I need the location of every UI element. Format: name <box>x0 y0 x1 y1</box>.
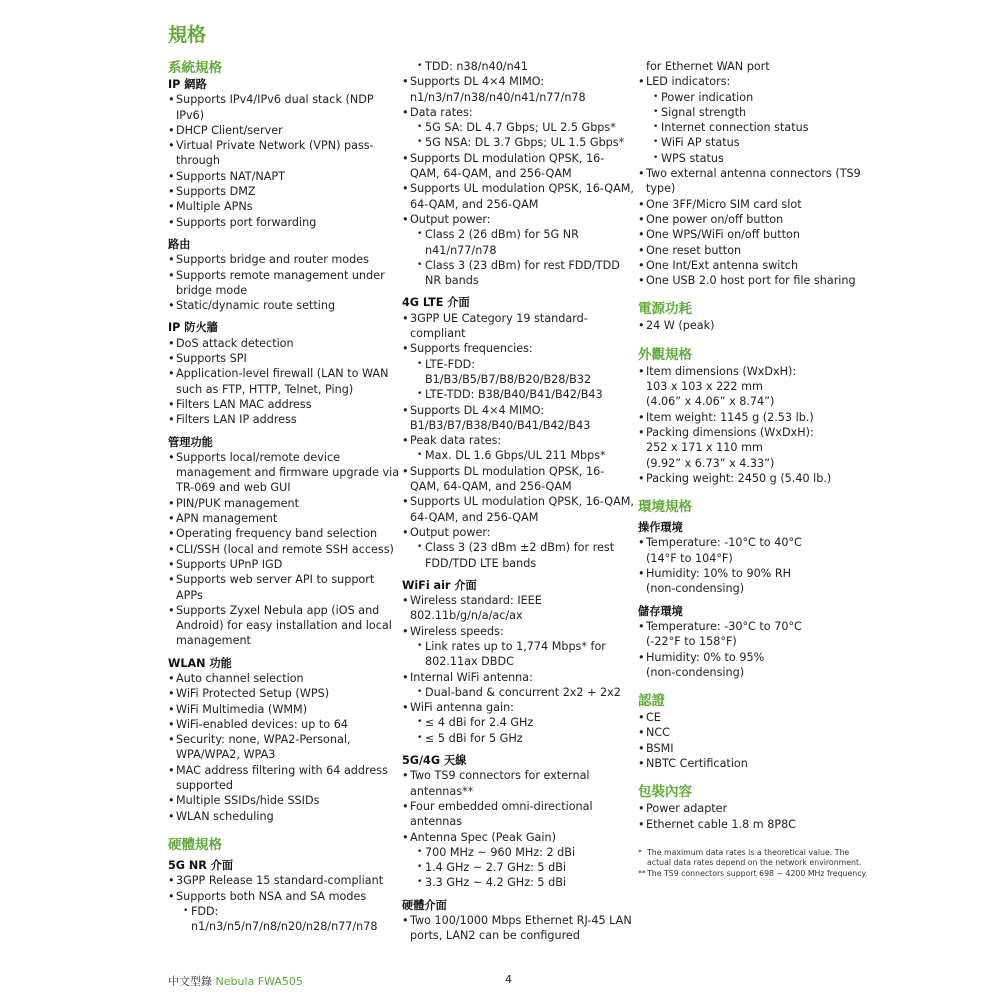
spec-item: • Virtual Private Network (VPN) pass-through <box>168 138 400 169</box>
spec-subitem: • Class 2 (26 dBm) for 5G NR n41/n77/n78 <box>402 227 634 258</box>
spec-item: • Multiple APNs <box>168 199 400 214</box>
spec-item: • WiFi Multimedia (WMM) <box>168 702 400 717</box>
footnote <box>638 848 870 869</box>
spec-list <box>638 318 870 333</box>
spec-item: • 24 W (peak) <box>638 318 870 333</box>
section-title: 電源功耗 <box>638 301 692 318</box>
spec-subitem: • LTE-FDD: B1/B3/B5/B7/B8/B20/B28/B32 <box>402 357 634 388</box>
spec-item: 103 x 103 x 222 mm <box>646 380 763 394</box>
spec-subitem: • Class 3 (23 dBm) for rest FDD/TDD NR bands <box>402 258 634 289</box>
footnote-mark: ** <box>638 868 646 878</box>
spec-item: • APN management <box>168 511 400 526</box>
spec-item: • One WPS/WiFi on/off button <box>638 227 870 242</box>
subsection-title: 儲存環境 <box>638 604 683 618</box>
spec-item: • Supports local/remote device management and firmware upgrade via TR-069 and web GUI <box>168 450 400 496</box>
page-number: 4 <box>505 973 512 986</box>
spec-item: 252 x 171 x 110 mm <box>646 441 763 455</box>
spec-subitem: • Power indication <box>638 90 870 105</box>
spec-list <box>638 364 870 486</box>
spec-item: • BSMI <box>638 741 870 756</box>
spec-item: • Supports SPI <box>168 351 400 366</box>
section-title: 認證 <box>638 693 665 710</box>
subsection-title: IP 網路 <box>168 78 207 91</box>
spec-list <box>402 59 634 288</box>
spec-list <box>168 92 400 230</box>
subsection-title: 5G/4G 天線 <box>402 754 467 768</box>
spec-item: • One USB 2.0 host port for file sharing <box>638 273 870 288</box>
spec-subitem: • Class 3 (23 dBm ±2 dBm) for rest FDD/TDD LTE bands <box>402 540 634 571</box>
spec-item: • Ethernet cable 1.8 m 8P8C <box>638 817 870 832</box>
spec-subitem: • Signal strength <box>638 105 870 120</box>
spec-item: • Operating frequency band selection <box>168 526 400 541</box>
spec-item: • Application-level firewall (LAN to WAN such as FTP, HTTP, Telnet, Ping) <box>168 366 400 397</box>
spec-item: • 3GPP Release 15 standard-compliant <box>168 873 400 888</box>
spec-list <box>168 252 400 313</box>
spec-subitem: • Internet connection status <box>638 120 870 135</box>
spec-item: (14°F to 104°F) <box>646 551 733 565</box>
spec-item: • Supports UL modulation QPSK, 16-QAM, 64-QAM, and 256-QAM <box>402 494 634 525</box>
spec-list <box>168 671 400 824</box>
spec-subitem: • FDD: n1/n3/n5/n7/n8/n20/n28/n77/n78 <box>168 904 400 935</box>
spec-item: • Auto channel selection <box>168 671 400 686</box>
subsection-title: 管理功能 <box>168 435 213 449</box>
spec-column-2 <box>402 59 634 944</box>
spec-item: • One power on/off button <box>638 212 870 227</box>
spec-column-3 <box>638 59 870 879</box>
spec-subitem: • WiFi AP status <box>638 135 870 150</box>
spec-list <box>168 873 400 934</box>
spec-list <box>638 619 870 680</box>
spec-item: • Supports web server API to support APPs <box>168 572 400 603</box>
spec-item: (non-condensing) <box>646 582 745 596</box>
spec-item: • Two 100/1000 Mbps Ethernet RJ-45 LAN ports, LAN2 can be configured <box>402 913 634 944</box>
spec-item: • WiFi-enabled devices: up to 64 <box>168 717 400 732</box>
spec-item: • Output power: <box>402 525 634 540</box>
spec-subitem: • TDD: n38/n40/n41 <box>402 59 634 74</box>
spec-item: • DHCP Client/server <box>168 123 400 138</box>
spec-item: • Supports port forwarding <box>168 215 400 230</box>
spec-item: (4.06” x 4.06” x 8.74”) <box>646 395 775 409</box>
spec-list <box>638 535 870 596</box>
spec-item: • Packing dimensions (WxDxH): <box>638 425 870 440</box>
spec-item: (non-condensing) <box>646 665 745 679</box>
spec-list <box>402 768 634 890</box>
spec-subitem: • 1.4 GHz ~ 2.7 GHz: 5 dBi <box>402 860 634 875</box>
section-title: 外觀規格 <box>638 346 692 363</box>
subsection-title: WiFi air 介面 <box>402 578 477 592</box>
spec-item: • Supports UPnP IGD <box>168 557 400 572</box>
subsection-title: 操作環境 <box>638 521 683 535</box>
spec-subitem: • 5G SA: DL 4.7 Gbps; UL 2.5 Gbps* <box>402 120 634 135</box>
spec-item: • Supports UL modulation QPSK, 16-QAM, 64-QAM, and 256-QAM <box>402 181 634 212</box>
section-title: 環境規格 <box>638 499 692 516</box>
spec-list <box>402 311 634 571</box>
spec-list <box>638 710 870 771</box>
spec-item: • Four embedded omni-directional antennas <box>402 799 634 830</box>
spec-item: • Item dimensions (WxDxH): <box>638 364 870 379</box>
spec-item: • LED indicators: <box>638 74 870 89</box>
spec-item: • Item weight: 1145 g (2.53 lb.) <box>638 410 870 425</box>
spec-item: • One reset button <box>638 243 870 258</box>
spec-item: • Filters LAN IP address <box>168 412 400 427</box>
spec-item: • WiFi antenna gain: <box>402 700 634 715</box>
footer-model: Nebula FWA505 <box>215 975 303 988</box>
spec-item: • Internal WiFi antenna: <box>402 670 634 685</box>
spec-subitem: • Max. DL 1.6 Gbps/UL 211 Mbps* <box>402 448 634 463</box>
spec-subitem: • ≤ 5 dBi for 5 GHz <box>402 731 634 746</box>
spec-item: • Packing weight: 2450 g (5.40 lb.) <box>638 471 870 486</box>
footnote-text: The maximum data rates is a theoretical value. The actual data rates depend on the network environment. <box>647 847 862 868</box>
spec-list <box>168 450 400 649</box>
spec-item: • Supports frequencies: <box>402 341 634 356</box>
section-title: 包裝內容 <box>638 784 692 801</box>
spec-item: • One Int/Ext antenna switch <box>638 258 870 273</box>
spec-column-3-body <box>638 59 870 832</box>
spec-list <box>638 59 870 288</box>
spec-subitem: • 5G NSA: DL 3.7 Gbps; UL 1.5 Gbps* <box>402 135 634 150</box>
spec-list <box>168 336 400 428</box>
spec-item: • Wireless standard: IEEE 802.11b/g/n/a/ac/ax <box>402 593 634 624</box>
spec-item: • Humidity: 0% to 95% <box>638 650 870 665</box>
spec-item: • MAC address filtering with 64 address supported <box>168 763 400 794</box>
spec-item: • Power adapter <box>638 801 870 816</box>
spec-item: • Peak data rates: <box>402 433 634 448</box>
catalog-label: 中文型錄 <box>168 975 212 988</box>
spec-subitem: • WPS status <box>638 151 870 166</box>
spec-item: • Data rates: <box>402 105 634 120</box>
spec-item: • Two external antenna connectors (TS9 type) <box>638 166 870 197</box>
spec-list <box>638 801 870 832</box>
spec-item: • Supports DMZ <box>168 184 400 199</box>
spec-column-1 <box>168 59 400 934</box>
spec-item: (-22°F to 158°F) <box>646 635 737 649</box>
footnotes <box>638 848 870 880</box>
spec-subitem: • 700 MHz ~ 960 MHz: 2 dBi <box>402 845 634 860</box>
spec-item: • Temperature: -30°C to 70°C <box>638 619 870 634</box>
spec-item: • Supports both NSA and SA modes <box>168 889 400 904</box>
spec-item: • Supports remote management under bridge mode <box>168 268 400 299</box>
subsection-title: IP 防火牆 <box>168 321 218 335</box>
subsection-title: 5G NR 介面 <box>168 858 234 872</box>
spec-item: • Supports Zyxel Nebula app (iOS and Android) for easy installation and local management <box>168 603 400 649</box>
spec-subitem: • Link rates up to 1,774 Mbps* for 802.11ax DBDC <box>402 639 634 670</box>
footnote-mark: * <box>638 847 642 857</box>
section-title: 系統規格 <box>168 60 222 76</box>
page-title: 規格 <box>168 24 207 46</box>
spec-subitem: • Dual-band & concurrent 2x2 + 2x2 <box>402 685 634 700</box>
footnote <box>638 869 870 880</box>
spec-item: • Supports IPv4/IPv6 dual stack (NDP IPv6) <box>168 92 400 123</box>
spec-item: • Filters LAN MAC address <box>168 397 400 412</box>
subsection-title: 路由 <box>168 237 191 251</box>
spec-item: • NCC <box>638 725 870 740</box>
spec-subitem: • 3.3 GHz ~ 4.2 GHz: 5 dBi <box>402 875 634 890</box>
spec-subitem: • LTE-TDD: B38/B40/B41/B42/B43 <box>402 387 634 402</box>
spec-item: • CE <box>638 710 870 725</box>
spec-item: • Output power: <box>402 212 634 227</box>
spec-item: • Supports NAT/NAPT <box>168 169 400 184</box>
subsection-title: 4G LTE 介面 <box>402 296 470 310</box>
spec-item: • Humidity: 10% to 90% RH <box>638 566 870 581</box>
section-title: 硬體規格 <box>168 836 222 853</box>
spec-item: • Wireless speeds: <box>402 624 634 639</box>
spec-item: • Antenna Spec (Peak Gain) <box>402 830 634 845</box>
spec-item: • Multiple SSIDs/hide SSIDs <box>168 793 400 808</box>
subsection-title: WLAN 功能 <box>168 656 232 670</box>
spec-item: • Supports bridge and router modes <box>168 252 400 267</box>
spec-item: • CLI/SSH (local and remote SSH access) <box>168 542 400 557</box>
spec-item: • 3GPP UE Category 19 standard-compliant <box>402 311 634 342</box>
spec-item: • NBTC Certification <box>638 756 870 771</box>
spec-item: • One 3FF/Micro SIM card slot <box>638 197 870 212</box>
footer-label <box>168 973 303 989</box>
subsection-title: 硬體介面 <box>402 898 447 912</box>
spec-item: • Two TS9 connectors for external antennas** <box>402 768 634 799</box>
spec-subitem: • ≤ 4 dBi for 2.4 GHz <box>402 715 634 730</box>
spec-item: • Security: none, WPA2-Personal, WPA/WPA2, WPA3 <box>168 732 400 763</box>
spec-item: • PIN/PUK management <box>168 496 400 511</box>
spec-list <box>402 913 634 944</box>
footnote-text: The TS9 connectors support 698 ~ 4200 MHz frequency. <box>647 868 868 878</box>
spec-item: • Temperature: -10°C to 40°C <box>638 535 870 550</box>
spec-item: • Static/dynamic route setting <box>168 298 400 313</box>
spec-item: • WiFi Protected Setup (WPS) <box>168 686 400 701</box>
spec-item: • DoS attack detection <box>168 336 400 351</box>
spec-item: • Supports DL 4×4 MIMO: B1/B3/B7/B38/B40/B41/B42/B43 <box>402 403 634 434</box>
spec-item: • Supports DL 4×4 MIMO: n1/n3/n7/n38/n40/n41/n77/n78 <box>402 74 634 105</box>
spec-item: (9.92” x 6.73” x 4.33”) <box>646 456 775 470</box>
spec-item: for Ethernet WAN port <box>646 60 770 73</box>
spec-item: • WLAN scheduling <box>168 809 400 824</box>
spec-item: • Supports DL modulation QPSK, 16-QAM, 64-QAM, and 256-QAM <box>402 151 634 182</box>
spec-list <box>402 593 634 746</box>
spec-item: • Supports DL modulation QPSK, 16-QAM, 64-QAM, and 256-QAM <box>402 464 634 495</box>
